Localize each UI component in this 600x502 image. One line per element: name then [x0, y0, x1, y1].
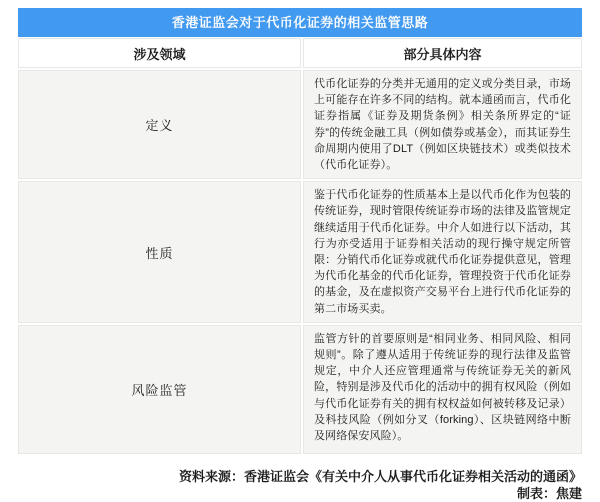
- column-header-area: 涉及领域: [18, 38, 301, 68]
- row-nature-content: 鉴于代币化证券的性质基本上是以代币化作为包装的传统证券，现时管限传统证券市场的法律及监管规定继续适用于代币化证券。中介人如进行以下活动，其行为亦受适用于证券相关活动的现行操守规定所管限：分销代币化证券或就代币化证券提供意见，管理为代币化基金的代币化证券，管理投资于代币化证券的基金，及在虚拟资产交易平台上进行代币化证券的第二市场买卖。: [303, 181, 582, 323]
- table-title-bar: 香港证监会对于代币化证券的相关监管思路: [18, 8, 582, 37]
- row-risk-regulation-content: 监管方针的首要原则是“相同业务、相同风险、相同规则”。除了遵从适用于传统证券的现行法律及监管规定，中介人还应管理通常与传统证券无关的新风险，特别是涉及代币化的活动中的拥有权风险（例如与代币化证券有关的拥有权权益如何被转移及记录）及科技风险（例如分叉（forking）、区块链网络中断及网络保安风险）。: [303, 325, 582, 454]
- column-header-content: 部分具体内容: [303, 38, 582, 68]
- row-risk-regulation-label: 风险监管: [18, 325, 301, 454]
- row-definition-label: 定义: [18, 70, 301, 179]
- credit-line: 制表：焦建: [516, 485, 582, 501]
- regulation-table: [18, 38, 582, 454]
- row-definition-content: 代币化证券的分类并无通用的定义或分类目录，市场上可能存在许多不同的结构。就本通函而言，代币化证券指属《证券及期货条例》相关条所界定的“证券”的传统金融工具（例如债券或基金），而其证券生命周期内使用了DLT（例如区块链技术）或类似技术（代币化证券）。: [303, 70, 582, 179]
- table-footer: [18, 469, 582, 502]
- row-nature-label: 性质: [18, 181, 301, 323]
- data-source-line: 资料来源：香港证监会《有关中介人从事代币化证券相关活动的通函》: [178, 468, 582, 484]
